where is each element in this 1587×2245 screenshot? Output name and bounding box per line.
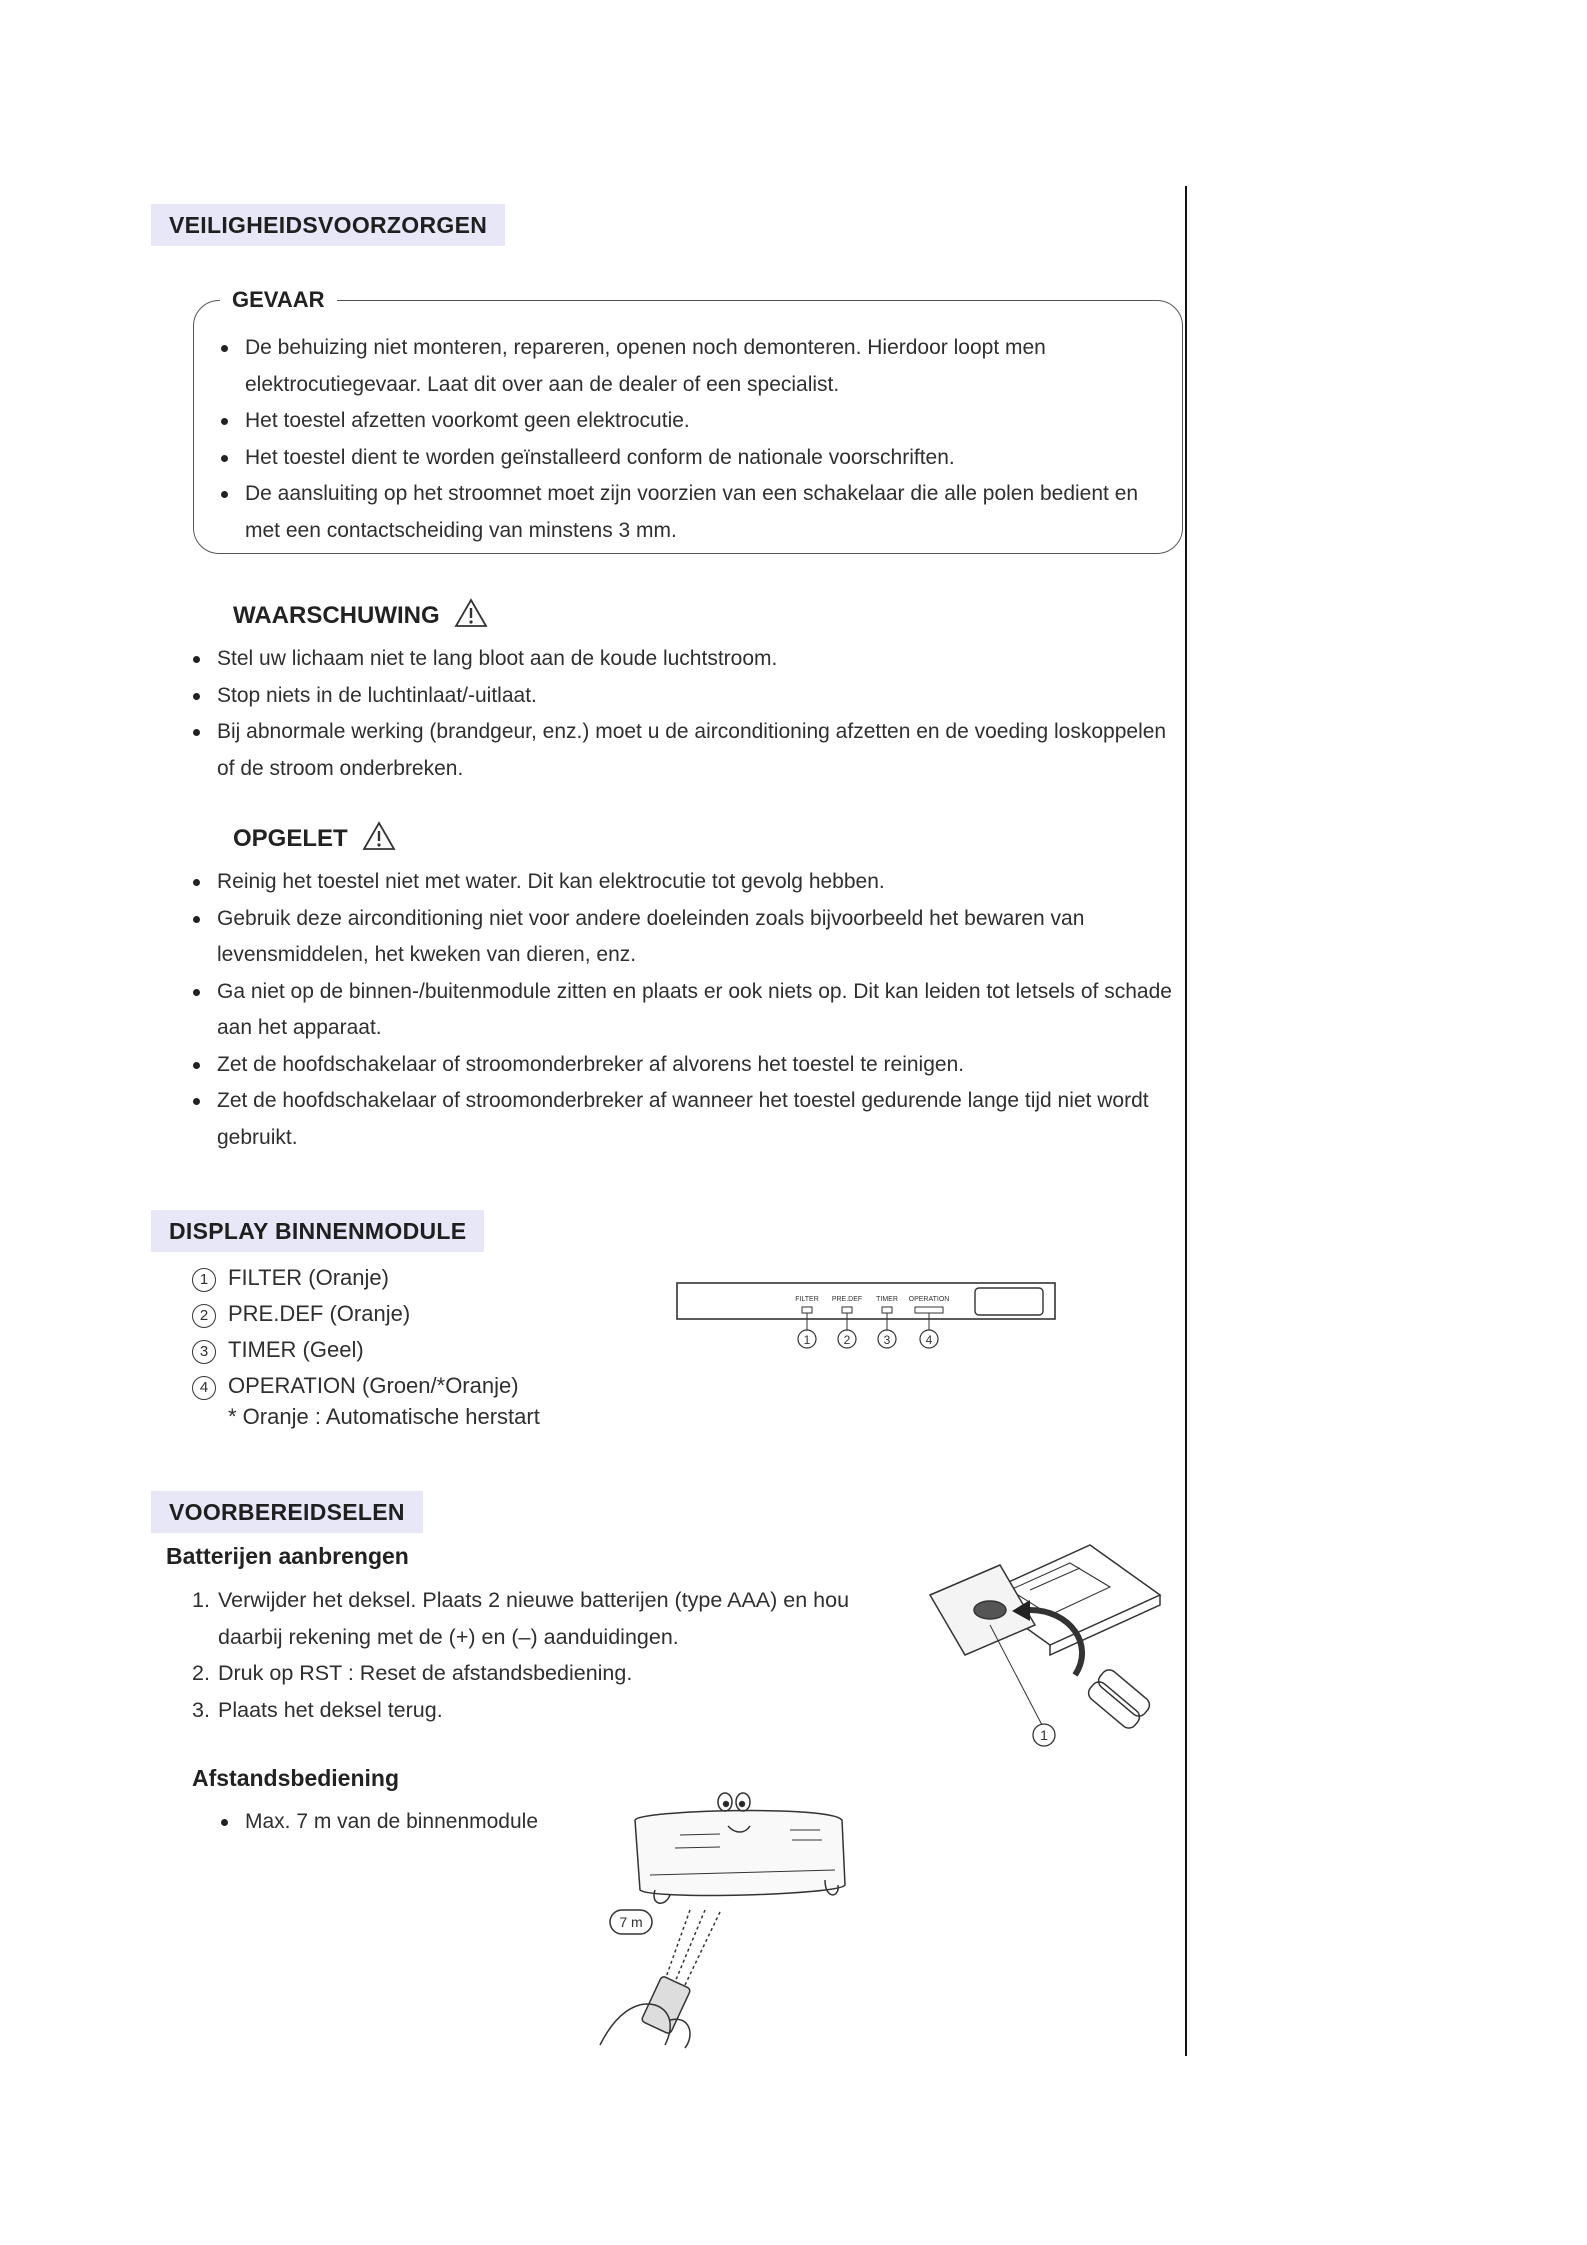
remote-list: [218, 1804, 638, 1841]
battery-callout-number: 1: [1040, 1727, 1048, 1743]
display-legend-item: [192, 1332, 519, 1368]
panel-number: 1: [803, 1333, 811, 1347]
display-legend-item: [192, 1260, 519, 1296]
display-panel-diagram: [675, 1280, 1060, 1360]
caution-item: Ga niet op de binnen-/buitenmodule zitten en plaats er ook niets op. Dit kan leiden tot letsels of schade aan het apparaat.: [190, 974, 1175, 1047]
warning-item: Bij abnormale werking (brandgeur, enz.) moet u de airconditioning afzetten en de voeding loskoppelen of de stroom onderbreken.: [190, 714, 1175, 787]
step-text: Verwijder het deksel. Plaats 2 nieuwe batterijen (type AAA) en hou daarbij rekening met de (+) en (–) aanduidingen.: [218, 1588, 850, 1649]
step-text: Plaats het deksel terug.: [218, 1697, 443, 1722]
warning-list: [190, 641, 1175, 787]
caution-item: Reinig het toestel niet met water. Dit kan elektrocutie tot gevolg hebben.: [190, 864, 1175, 901]
display-legend-label: FILTER (Oranje): [228, 1265, 389, 1290]
display-legend-label: OPERATION (Groen/*Oranje): [228, 1373, 519, 1398]
display-legend: [192, 1260, 519, 1404]
panel-led-operation: [915, 1307, 943, 1313]
panel-label-timer: TIMER: [876, 1296, 898, 1303]
battery-step: [192, 1692, 892, 1729]
number-circle: 1: [192, 1268, 216, 1292]
batteries-title: Batterijen aanbrengen: [166, 1543, 409, 1569]
panel-label-predef: PRE.DEF: [831, 1296, 863, 1303]
panel-label-filter: FILTER: [795, 1296, 819, 1303]
warning-triangle-icon: [454, 598, 488, 628]
step-number: 2.: [192, 1661, 210, 1685]
warning-title: WAARSCHUWING: [233, 602, 440, 629]
caution-list: [190, 864, 1175, 1156]
panel-receiver-window: [975, 1288, 1043, 1315]
panel-number: 2: [843, 1333, 851, 1347]
remote-range-illustration: [580, 1790, 860, 2050]
number-circle: 2: [192, 1304, 216, 1328]
step-text: Druk op RST : Reset de afstandsbediening.: [218, 1661, 633, 1685]
panel-label-operation: OPERATION: [908, 1296, 950, 1303]
panel-led-predef: [842, 1307, 852, 1313]
battery-step: [192, 1655, 892, 1692]
warning-triangle-icon: [362, 821, 396, 851]
danger-item: De aansluiting op het stroomnet moet zijn voorzien van een schakelaar die alle polen bedient en met een contactscheiding van minstens 3 mm.: [218, 476, 1173, 549]
caution-title: OPGELET: [233, 825, 348, 852]
caution-heading: [233, 821, 396, 853]
danger-list-wrap: [218, 330, 1173, 549]
danger-item: De behuizing niet monteren, repareren, openen noch demonteren. Hierdoor loopt men elektrocutiegevaar. Laat dit over aan de dealer of een specialist.: [218, 330, 1173, 403]
caution-item: Zet de hoofdschakelaar of stroomonderbreker af alvorens het toestel te reinigen.: [190, 1047, 1175, 1084]
panel-number: 3: [883, 1333, 891, 1347]
warning-item: Stel uw lichaam niet te lang bloot aan de koude luchtstroom.: [190, 641, 1175, 678]
warning-item: Stop niets in de luchtinlaat/-uitlaat.: [190, 678, 1175, 715]
display-legend-item: [192, 1368, 519, 1404]
danger-title: GEVAAR: [220, 285, 337, 315]
remote-title: Afstandsbediening: [192, 1765, 400, 1791]
panel-number: 4: [925, 1333, 933, 1347]
caution-list-wrap: [190, 864, 1175, 1156]
caution-item: Zet de hoofdschakelaar of stroomonderbreker af wanneer het toestel gedurende lange tijd niet wordt gebruikt.: [190, 1083, 1175, 1156]
display-legend-label: PRE.DEF (Oranje): [228, 1301, 411, 1326]
range-label: 7 m: [619, 1914, 643, 1930]
warning-list-wrap: [190, 641, 1175, 787]
number-circle: 4: [192, 1376, 216, 1400]
panel-led-filter: [802, 1307, 812, 1313]
caution-item: Gebruik deze airconditioning niet voor andere doeleinden zoals bijvoorbeeld het bewaren van levensmiddelen, het kweken van dieren, enz.: [190, 901, 1175, 974]
danger-item: Het toestel dient te worden geïnstalleerd conform de nationale voorschriften.: [218, 440, 1173, 477]
panel-led-timer: [882, 1307, 892, 1313]
page-divider: [1185, 186, 1187, 2056]
display-note: * Oranje : Automatische herstart: [228, 1404, 540, 1429]
battery-steps: [192, 1582, 892, 1728]
danger-item: Het toestel afzetten voorkomt geen elektrocutie.: [218, 403, 1173, 440]
display-legend-item: [192, 1296, 519, 1332]
remote-list-wrap: [218, 1804, 638, 1841]
step-number: 3.: [192, 1697, 210, 1722]
number-circle: 3: [192, 1340, 216, 1364]
battery-step: [192, 1582, 892, 1655]
section-heading-prep: VOORBEREIDSELEN: [151, 1491, 423, 1533]
danger-list: [218, 330, 1173, 549]
battery-install-illustration: [920, 1535, 1170, 1760]
remote-item: Max. 7 m van de binnenmodule: [218, 1804, 638, 1841]
step-number: 1.: [192, 1588, 210, 1612]
battery-steps-wrap: [192, 1582, 892, 1728]
warning-heading: [233, 598, 488, 630]
section-heading-display: DISPLAY BINNENMODULE: [151, 1210, 484, 1252]
display-legend-label: TIMER (Geel): [228, 1337, 364, 1362]
section-heading-safety: VEILIGHEIDSVOORZORGEN: [151, 204, 505, 246]
